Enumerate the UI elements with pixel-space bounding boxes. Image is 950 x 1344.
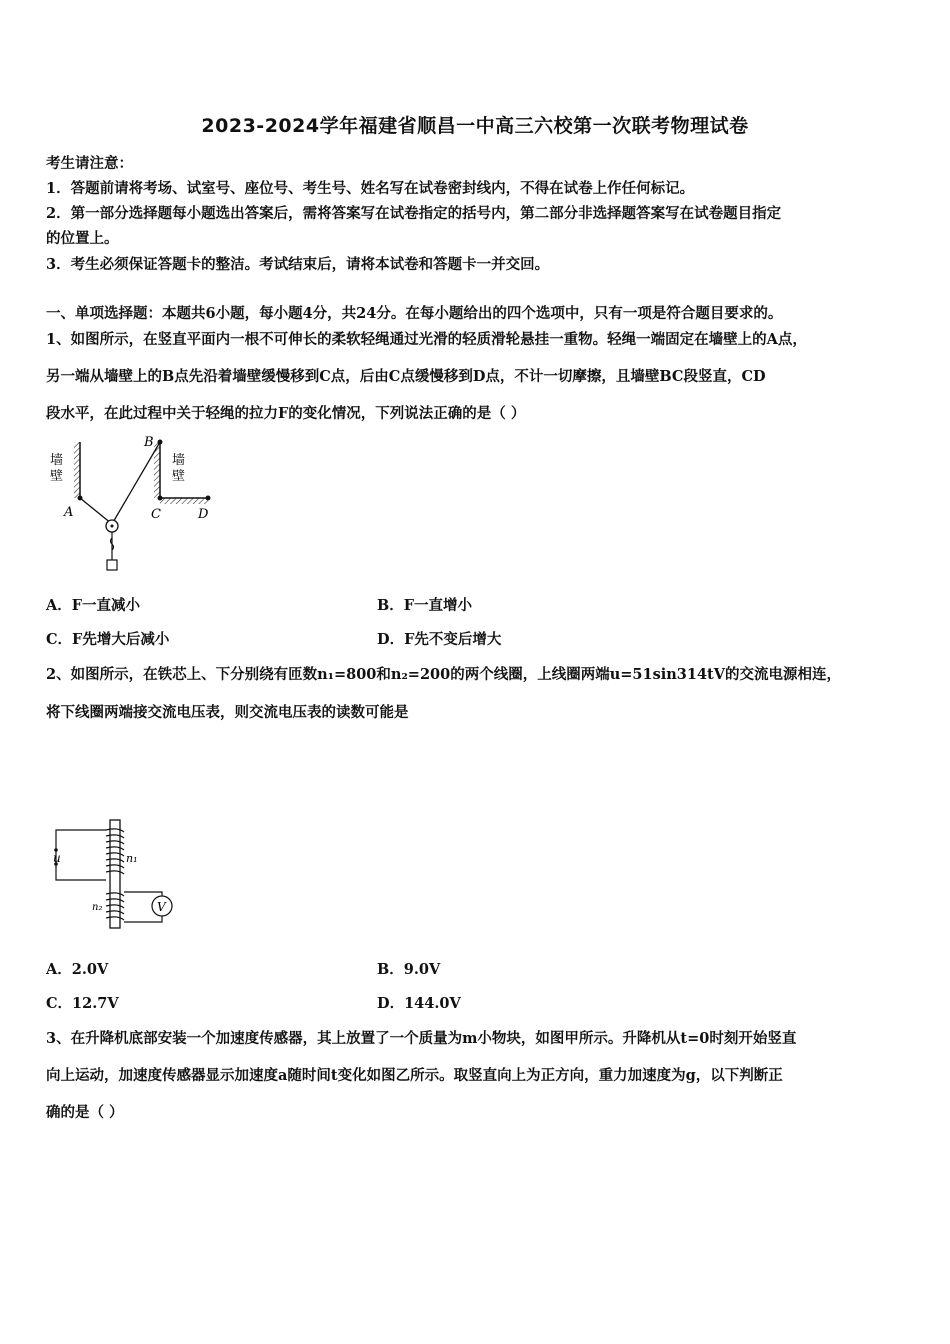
q1-option-c[interactable]: C．F先增大后减小 — [46, 631, 170, 648]
u-label: u — [53, 851, 61, 865]
q3-line-1: 3、在升降机底部安装一个加速度传感器，其上放置了一个质量为m小物块，如图甲所示。升降机从t=0时刻开始竖直 — [46, 1030, 797, 1047]
point-d-label: D — [198, 507, 209, 522]
q2-option-a[interactable]: A．2.0V — [46, 961, 109, 978]
q1-line-1: 1、如图所示，在竖直平面内一根不可伸长的柔软轻绳通过光滑的轻质滑轮悬挂一重物。轻绳一端固定在墙壁上的A点， — [46, 331, 807, 348]
q3-line-2: 向上运动，加速度传感器显示加速度a随时间t变化如图乙所示。取竖直向上为正方向，重力加速度为g，以下判断正 — [46, 1067, 783, 1084]
weight-block — [107, 560, 117, 570]
point-c-label: C — [151, 507, 161, 522]
q1-line-2: 另一端从墙壁上的B点先沿着墙壁缓慢移到C点，后由C点缓慢移到D点，不计一切摩擦，且墙壁BC段竖直，CD — [46, 368, 766, 385]
notice-item-2: 2．第一部分选择题每小题选出答案后，需将答案写在试卷指定的括号内，第二部分非选择题答案写在试卷题目指定 — [46, 205, 782, 222]
voltmeter-label: V — [157, 900, 166, 914]
q2-option-b[interactable]: B．9.0V — [377, 961, 441, 978]
q1-pulley-figure — [44, 432, 224, 574]
page-title: 2023-2024学年福建省顺昌一中高三六校第一次联考物理试卷 — [201, 115, 749, 137]
q1-option-b[interactable]: B．F一直增小 — [377, 597, 473, 614]
n1-label: n₁ — [126, 852, 138, 865]
q2-transformer-figure — [48, 818, 184, 930]
notice-item-1: 1．答题前请将考场、试室号、座位号、考生号、姓名写在试卷密封线内，不得在试卷上作任何标记。 — [46, 180, 695, 197]
n2-label: n₂ — [92, 902, 103, 913]
notice-item-2-cont: 的位置上。 — [46, 230, 119, 247]
point-b-label: B — [144, 435, 154, 450]
q2-line-2: 将下线圈两端接交流电压表，则交流电压表的读数可能是 — [46, 704, 409, 721]
q1-line-3: 段水平，在此过程中关于轻绳的拉力F的变化情况，下列说法正确的是（ ） — [46, 405, 526, 422]
notice-heading: 考生请注意： — [46, 155, 133, 172]
q3-line-3: 确的是（ ） — [46, 1104, 124, 1121]
notice-item-3: 3．考生必须保证答题卡的整洁。考试结束后，请将本试卷和答题卡一并交回。 — [46, 256, 550, 273]
left-wall-label-1: 墙壁 — [50, 453, 64, 484]
q1-option-d[interactable]: D．F先不变后增大 — [377, 631, 502, 648]
right-wall-label: 墙壁 — [172, 453, 186, 484]
ceiling-hatch — [160, 498, 208, 504]
point-a-label: A — [64, 505, 74, 520]
q2-option-c[interactable]: C．12.7V — [46, 995, 119, 1012]
left-wall-hatch — [74, 442, 80, 498]
section-heading: 一、单项选择题：本题共6小题，每小题4分，共24分。在每小题给出的四个选项中，只有一项是符合题目要求的。 — [46, 305, 783, 322]
q1-option-a[interactable]: A．F一直减小 — [46, 597, 141, 614]
q2-option-d[interactable]: D．144.0V — [377, 995, 461, 1012]
q2-line-1: 2、如图所示，在铁芯上、下分别绕有匝数n₁=800和n₂=200的两个线圈，上线圈两端u=51sin314tV的交流电源相连， — [46, 666, 842, 683]
